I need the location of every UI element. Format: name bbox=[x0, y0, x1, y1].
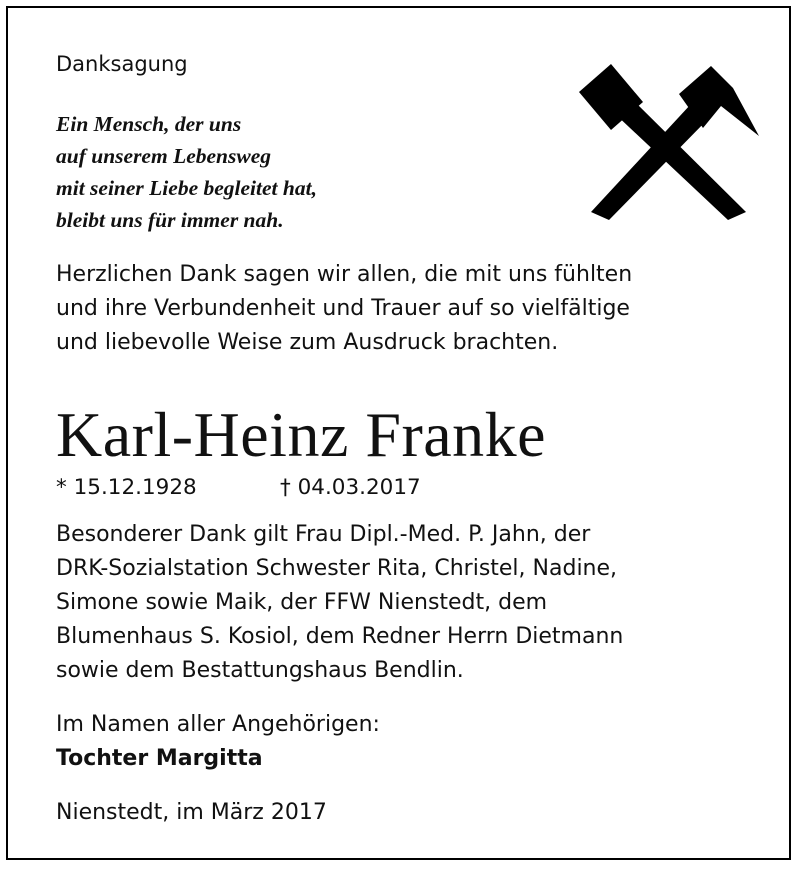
signatory: Tochter Margitta bbox=[56, 746, 263, 771]
deceased-name: Karl-Heinz Franke bbox=[56, 399, 547, 470]
hammer-and-pick-icon bbox=[571, 62, 766, 220]
obituary-notice bbox=[6, 6, 791, 860]
special-thanks-line: Besonderer Dank gilt Frau Dipl.-Med. P. Jahn, der bbox=[56, 522, 591, 547]
thanks-line: und liebevolle Weise zum Ausdruck brachten. bbox=[56, 330, 559, 355]
special-thanks-line: DRK-Sozialstation Schwester Rita, Christel, Nadine, bbox=[56, 556, 618, 581]
motto-line: Ein Mensch, der uns bbox=[56, 112, 242, 136]
special-thanks-line: Simone sowie Maik, der FFW Nienstedt, dem bbox=[56, 590, 548, 615]
heading: Danksagung bbox=[56, 52, 188, 76]
death-date: † 04.03.2017 bbox=[280, 475, 421, 500]
thanks-line: Herzlichen Dank sagen wir allen, die mit uns fühlten bbox=[56, 262, 633, 287]
motto-line: mit seiner Liebe begleitet hat, bbox=[56, 176, 317, 200]
thanks-line: und ihre Verbundenheit und Trauer auf so vielfältige bbox=[56, 296, 630, 321]
special-thanks-line: sowie dem Bestattungshaus Bendlin. bbox=[56, 658, 464, 683]
special-thanks-line: Blumenhaus S. Kosiol, dem Redner Herrn Dietmann bbox=[56, 624, 624, 649]
place-date: Nienstedt, im März 2017 bbox=[56, 800, 327, 825]
motto-line: bleibt uns für immer nah. bbox=[56, 208, 284, 232]
motto-line: auf unserem Lebensweg bbox=[56, 144, 271, 168]
on-behalf-text: Im Namen aller Angehörigen: bbox=[56, 712, 380, 737]
birth-date: * 15.12.1928 bbox=[56, 475, 197, 500]
